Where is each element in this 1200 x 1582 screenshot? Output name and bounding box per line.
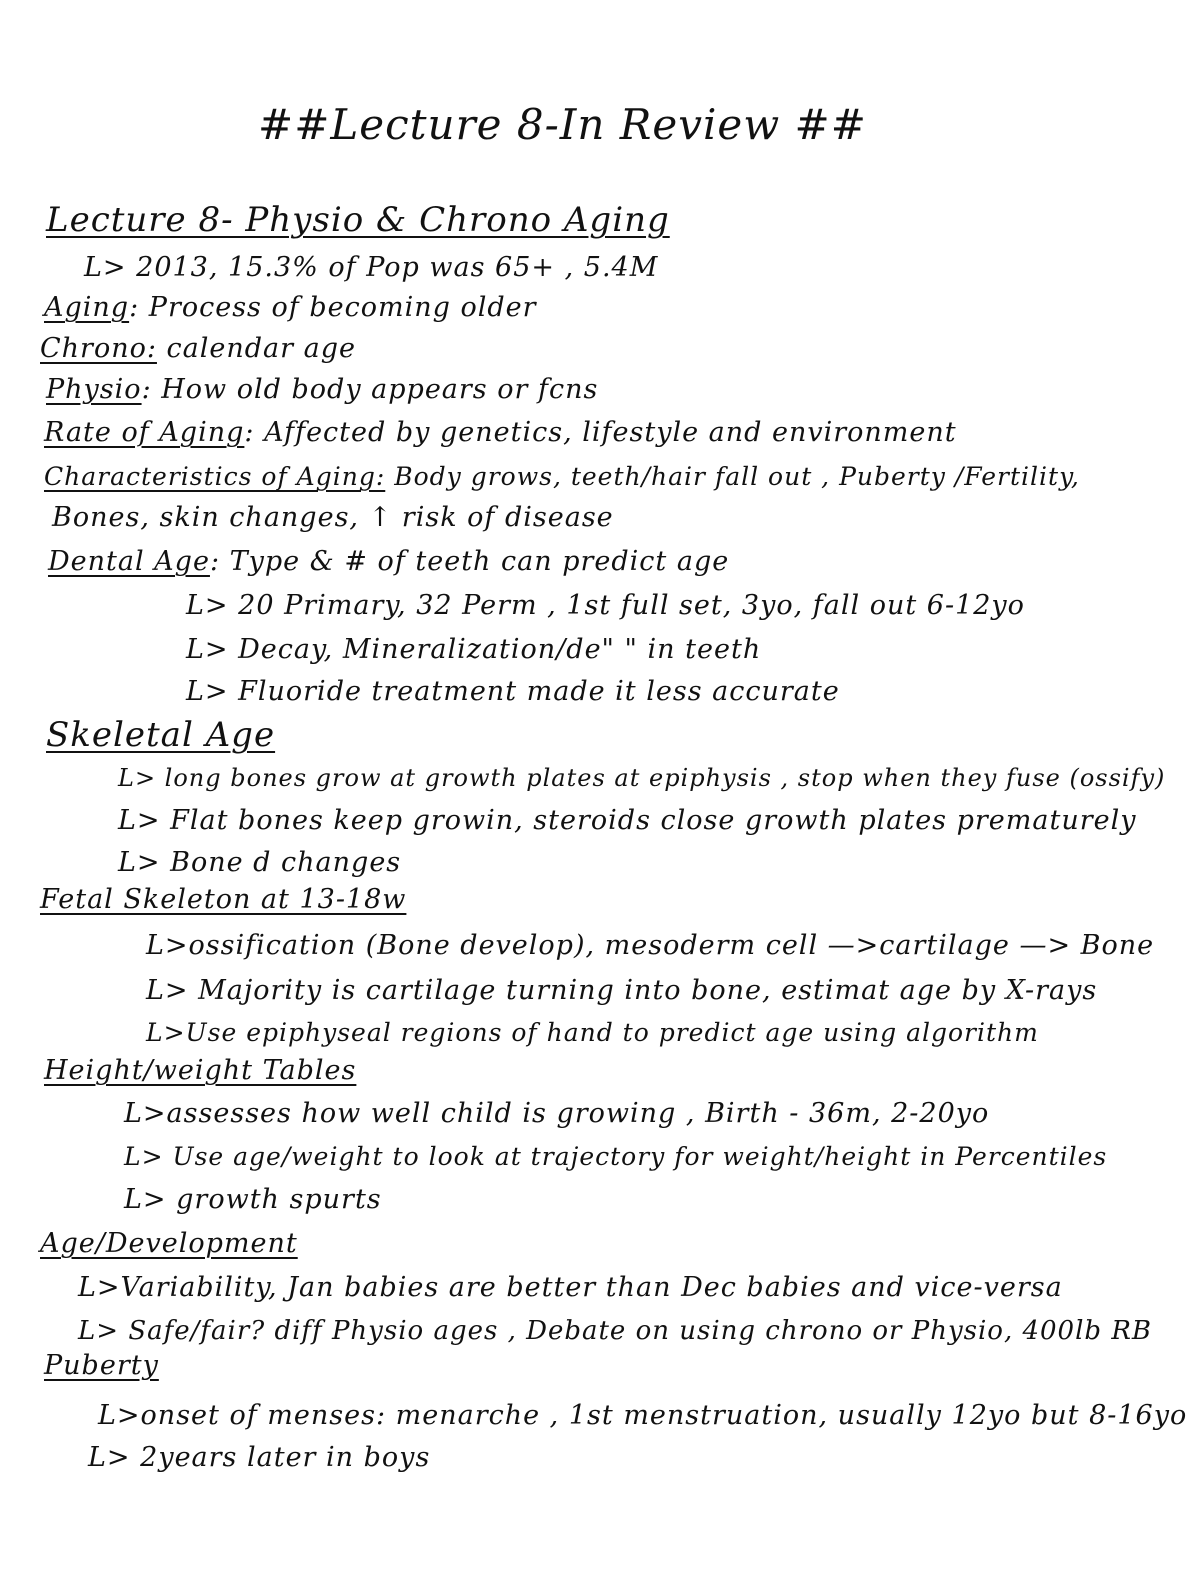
fetal-heading: Fetal Skeleton at 13-18w <box>40 884 407 915</box>
skeletal-note-1: L> long bones grow at growth plates at epiphysis , stop when they fuse (ossify) <box>118 764 1166 792</box>
physio-row <box>46 374 598 405</box>
aging-row <box>44 292 537 323</box>
puberty-note-2: L> 2years later in boys <box>88 1442 431 1473</box>
fetal-note-1: L>ossification (Bone develop), mesoderm cell —>cartilage —> Bone <box>146 930 1155 961</box>
skeletal-heading: Skeletal Age <box>46 715 276 755</box>
rate-text: : Affected by genetics, lifestyle and environment <box>244 417 957 448</box>
fetal-note-2: L> Majority is cartilage turning into bone, estimat age by X-rays <box>146 975 1098 1006</box>
puberty-heading: Puberty <box>44 1350 159 1381</box>
characteristics-text-2: Bones, skin changes, ↑ risk of disease <box>52 502 614 533</box>
dental-text: : Type & # of teeth can predict age <box>209 546 730 577</box>
rate-label: Rate of Aging <box>44 417 245 448</box>
lecture-heading: Lecture 8- Physio & Chrono Aging <box>46 200 670 240</box>
rate-row <box>44 417 957 448</box>
page-title: ##Lecture 8-In Review ## <box>258 100 867 149</box>
age-development-heading: Age/Development <box>40 1228 298 1259</box>
skeletal-note-2: L> Flat bones keep growin, steroids close growth plates prematurely <box>118 805 1137 836</box>
height-weight-note-3: L> growth spurts <box>124 1184 382 1215</box>
height-weight-note-2: L> Use age/weight to look at trajectory for weight/height in Percentiles <box>124 1142 1108 1171</box>
characteristics-label: Characteristics of Aging: <box>44 462 386 491</box>
height-weight-heading: Height/weight Tables <box>44 1055 357 1086</box>
skeletal-note-3: L> Bone d changes <box>118 847 402 878</box>
chrono-row <box>40 333 356 364</box>
physio-label: Physio <box>46 374 142 405</box>
chrono-label: Chrono: <box>40 333 157 364</box>
age-development-note-1: L>Variability, Jan babies are better than Dec babies and vice-versa <box>78 1272 1063 1303</box>
dental-row <box>48 546 729 577</box>
characteristics-text: Body grows, teeth/hair fall out , Puberty /Fertility, <box>385 462 1080 491</box>
physio-text: : How old body appears or fcns <box>141 374 599 405</box>
dental-note-2: L> Decay, Mineralization/de" " in teeth <box>186 634 762 665</box>
height-weight-note-1: L>assesses how well child is growing , Birth - 36m, 2-20yo <box>124 1098 990 1129</box>
dental-note-1: L> 20 Primary, 32 Perm , 1st full set, 3yo, fall out 6-12yo <box>186 590 1025 621</box>
aging-text: : Process of becoming older <box>129 292 537 323</box>
lecture-note: L> 2013, 15.3% of Pop was 65+ , 5.4M <box>84 252 659 283</box>
age-development-note-2: L> Safe/fair? diff Physio ages , Debate on using chrono or Physio, 400lb RB <box>78 1316 1153 1346</box>
dental-note-3: L> Fluoride treatment made it less accurate <box>186 676 840 707</box>
puberty-note-1: L>onset of menses: menarche , 1st menstruation, usually 12yo but 8-16yo <box>98 1400 1188 1431</box>
characteristics-row <box>44 462 1080 491</box>
dental-label: Dental Age <box>48 546 210 577</box>
fetal-note-3: L>Use epiphyseal regions of hand to predict age using algorithm <box>146 1018 1039 1047</box>
aging-label: Aging <box>44 292 130 323</box>
chrono-text: calendar age <box>156 333 356 364</box>
